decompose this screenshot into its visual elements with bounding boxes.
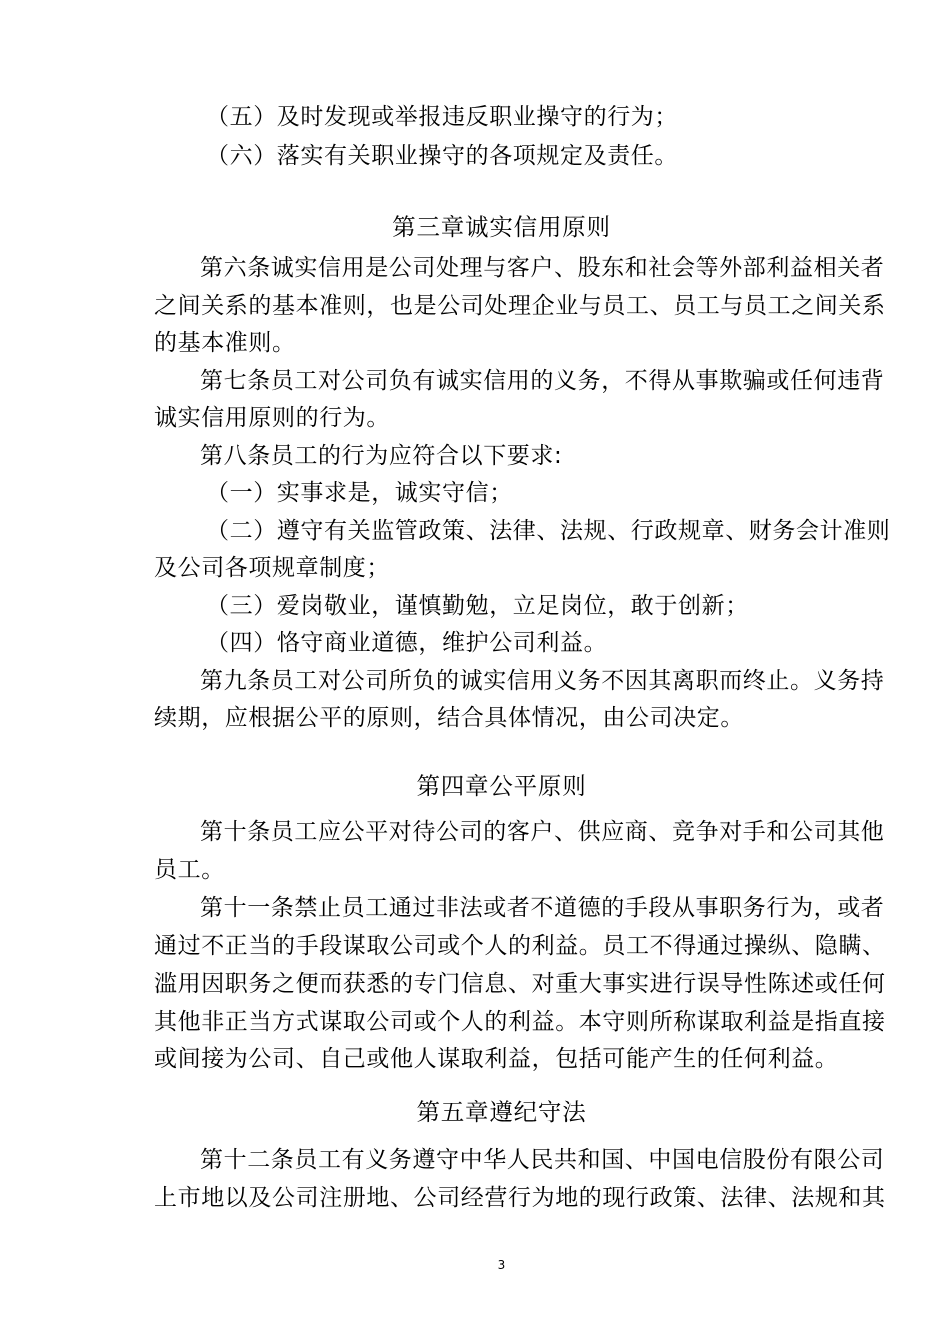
article-11-line-4: 其他非正当方式谋取公司或个人的利益。本守则所称谋取利益是指直接 [154, 1009, 886, 1035]
page-number: 3 [497, 1258, 506, 1272]
article-8-item-3: （三）爱岗敬业，谨慎勤勉，立足岗位，敢于创新； [206, 593, 749, 619]
article-12-line-2: 上市地以及公司注册地、公司经营行为地的现行政策、法律、法规和其 [154, 1185, 886, 1211]
article-9-line-1: 第九条员工对公司所负的诚实信用义务不因其离职而终止。义务持 [200, 668, 885, 694]
article-11-line-5: 或间接为公司、自己或他人谋取利益，包括可能产生的任何利益。 [154, 1046, 839, 1072]
article-6-line-2: 之间关系的基本准则，也是公司处理企业与员工、员工与员工之间关系 [154, 293, 886, 319]
article-8-item-2-line-2: 及公司各项规章制度； [154, 555, 390, 581]
list-item-5: （五）及时发现或举报违反职业操守的行为； [206, 104, 678, 130]
chapter-4-heading: 第四章公平原则 [416, 772, 587, 800]
article-11-line-3: 滥用因职务之便而获悉的专门信息、对重大事实进行误导性陈述或任何 [154, 971, 886, 997]
article-8-line-1: 第八条员工的行为应符合以下要求: [200, 443, 563, 469]
article-12-line-1: 第十二条员工有义务遵守中华人民共和国、中国电信股份有限公司 [200, 1147, 885, 1173]
article-7-line-2: 诚实信用原则的行为。 [154, 405, 390, 431]
article-11-line-2: 通过不正当的手段谋取公司或个人的利益。员工不得通过操纵、隐瞒、 [154, 933, 886, 959]
article-6-line-3: 的基本准则。 [154, 330, 296, 356]
article-8-item-4: （四）恪守商业道德，维护公司利益。 [206, 630, 608, 656]
chapter-3-heading: 第三章诚实信用原则 [392, 213, 611, 241]
article-6-line-1: 第六条诚实信用是公司处理与客户、股东和社会等外部利益相关者 [200, 255, 885, 281]
chapter-5-heading: 第五章遵纪守法 [416, 1098, 587, 1126]
article-11-line-1: 第十一条禁止员工通过非法或者不道德的手段从事职务行为，或者 [200, 895, 885, 921]
article-8-item-1: （一）实事求是，诚实守信； [206, 480, 513, 506]
article-8-item-2-line-1: （二）遵守有关监管政策、法律、法规、行政规章、财务会计准则 [206, 518, 891, 544]
article-7-line-1: 第七条员工对公司负有诚实信用的义务，不得从事欺骗或任何违背 [200, 368, 885, 394]
list-item-6: （六）落实有关职业操守的各项规定及责任。 [206, 143, 678, 169]
article-10-line-2: 员工。 [154, 857, 225, 883]
article-10-line-1: 第十条员工应公平对待公司的客户、供应商、竞争对手和公司其他 [200, 819, 885, 845]
article-9-line-2: 续期，应根据公平的原则，结合具体情况，由公司决定。 [154, 705, 744, 731]
